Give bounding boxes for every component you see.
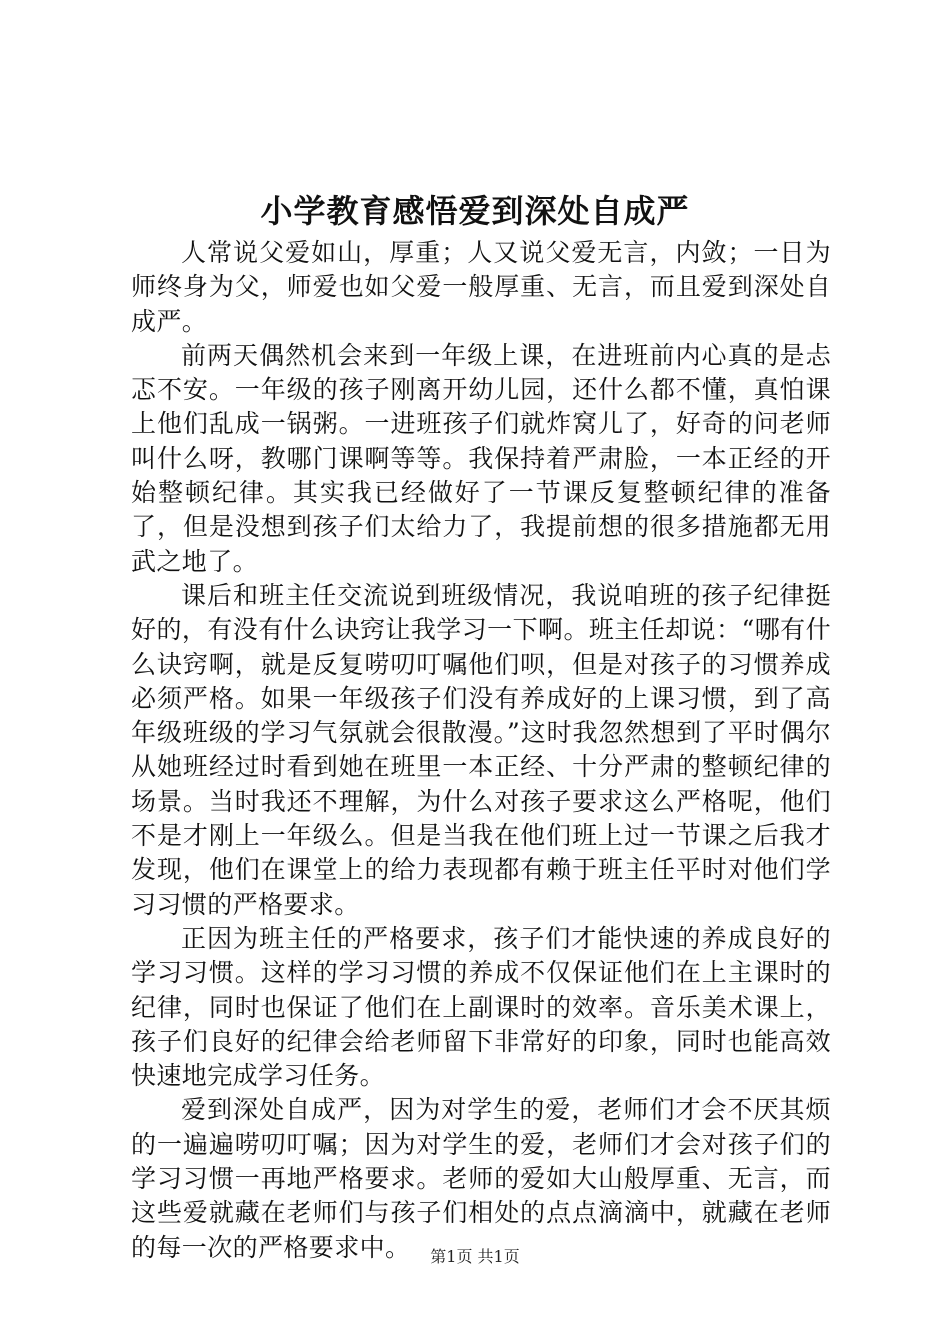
paragraph-4: 正因为班主任的严格要求，孩子们才能快速的养成良好的学习习惯。这样的学习习惯的养成不仅保证他们在上主课时的纪律，同时也保证了他们在上副课时的效率。音乐美术课上，孩子们良好的纪律会给老师留下非常好的印象，同时也能高效快速地完成学习任务。 xyxy=(131,923,831,1091)
document-title: 小学教育感悟爱到深处自成严 xyxy=(260,192,690,230)
paragraph-2: 前两天偶然机会来到一年级上课，在进班前内心真的是忐忑不安。一年级的孩子刚离开幼儿园，还什么都不懂，真怕课上他们乱成一锅粥。一进班孩子们就炸窝儿了，好奇的问老师叫什么呀，教哪门课啊等等。我保持着严肃脸，一本正经的开始整顿纪律。其实我已经做好了一节课反复整顿纪律的准备了，但是没想到孩子们太给力了，我提前想的很多措施都无用武之地了。 xyxy=(131,340,831,576)
paragraph-5: 爱到深处自成严，因为对学生的爱，老师们才会不厌其烦的一遍遍唠叨叮嘱；因为对学生的爱，老师们才会对孩子们的学习习惯一再地严格要求。老师的爱如大山般厚重、无言，而这些爱就藏在老师们与孩子们相处的点点滴滴中，就藏在老师的每一次的严格要求中。 xyxy=(131,1095,831,1262)
paragraph-3: 课后和班主任交流说到班级情况，我说咱班的孩子纪律挺好的，有没有什么诀窍让我学习一下啊。班主任却说：“哪有什么诀窍啊，就是反复唠叨叮嘱他们呗，但是对孩子的习惯养成必须严格。如果一年级孩子们没有养成好的上课习惯，到了高年级班级的学习气氛就会很散漫。”这时我忽然想到了平时偶尔从她班经过时看到她在班里一本正经、十分严肃的整顿纪律的场景。当时我还不理解，为什么对孩子要求这么严格呢，他们不是才刚上一年级么。但是当我在他们班上过一节课之后我才发现，他们在课堂上的给力表现都有赖于班主任平时对他们学习习惯的严格要求。 xyxy=(131,580,831,919)
paragraph-1: 人常说父爱如山，厚重；人又说父爱无言，内敛；一日为师终身为父，师爱也如父爱一般厚重、无言，而且爱到深处自成严。 xyxy=(131,238,831,336)
page-number-footer: 第1页 共1页 xyxy=(430,1247,520,1266)
document-body xyxy=(131,236,831,1265)
